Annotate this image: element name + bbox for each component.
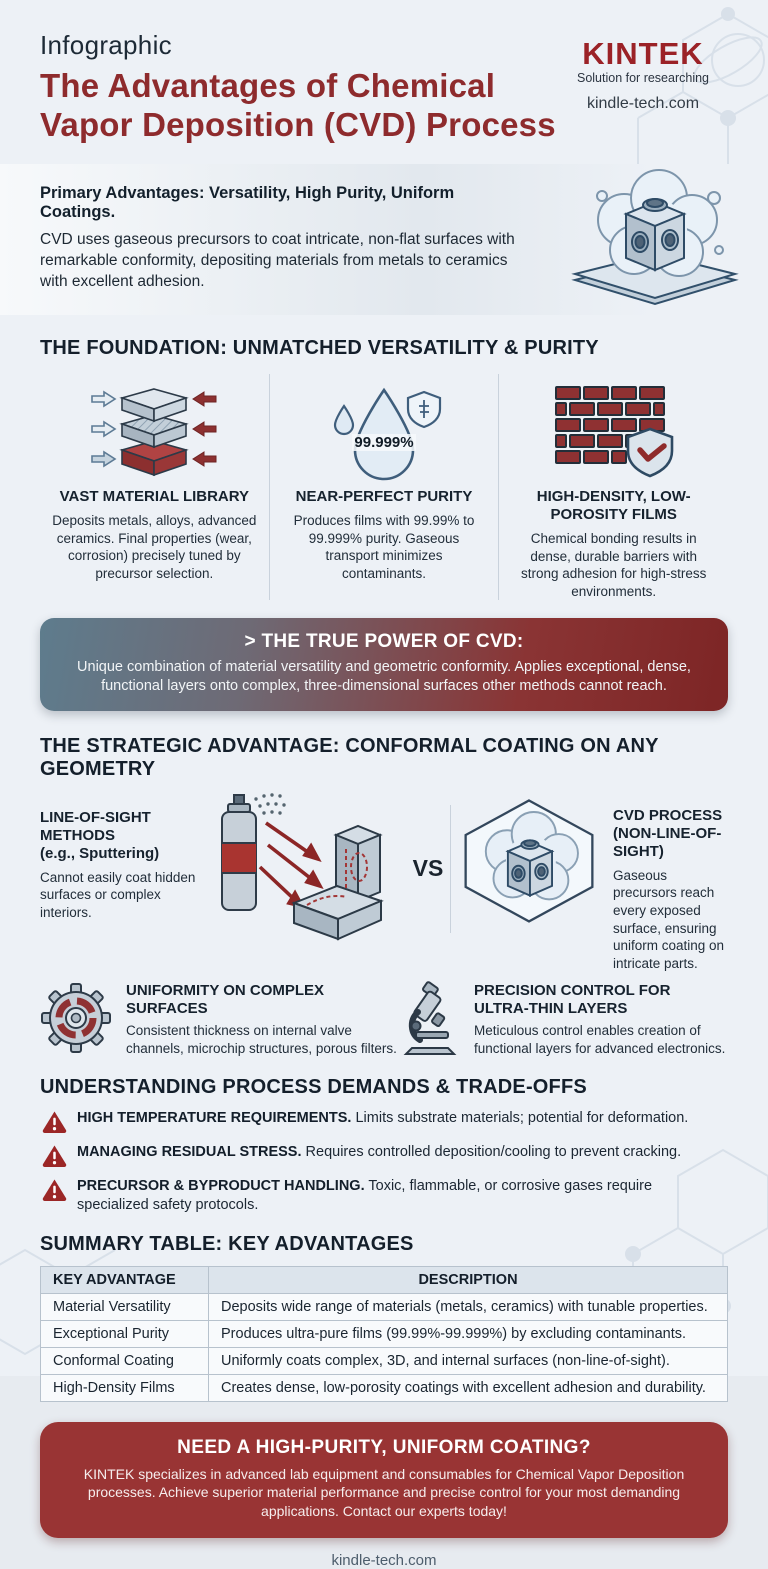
table-header-row: [41, 1266, 728, 1293]
page-title: The Advantages of Chemical Vapor Deposition (CVD) Process: [40, 67, 556, 143]
intro-body: CVD uses gaseous precursors to coat intricate, non-flat surfaces with remarkable conformity, depositing materials from metals to ceramics with excellent adhesion.: [40, 231, 515, 291]
cvd-hexagon-illustration: [451, 793, 601, 927]
table-row: Material Versatility Deposits wide range of materials (metals, ceramics) with tunable properties.: [41, 1293, 728, 1320]
warning-icon: [42, 1144, 67, 1167]
tradeoff-item-stress: MANAGING RESIDUAL STRESS. Requires controlled deposition/cooling to prevent cracking.: [40, 1143, 728, 1167]
eyebrow-label: Infographic: [40, 30, 172, 60]
header-titles: [40, 30, 556, 144]
feature-precision: PRECISION CONTROL FOR ULTRA-THIN LAYERS Meticulous control enables creation of functional layers for advanced electronics.: [400, 982, 728, 1058]
column-header-advantage: KEY ADVANTAGE: [41, 1266, 209, 1293]
header: [40, 30, 728, 144]
purity-value: 99.999%: [354, 433, 414, 451]
intro-section: [0, 164, 768, 315]
warning-icon: [42, 1178, 67, 1201]
foundation-item-materials: VAST MATERIAL LIBRARY Deposits metals, alloys, advanced ceramics. Final properties (wear, corrosion) precisely tuned by precursor selection.: [40, 374, 269, 600]
tradeoff-item-temperature: HIGH TEMPERATURE REQUIREMENTS. Limits substrate materials; potential for deformation.: [40, 1109, 728, 1133]
feature-uniformity: UNIFORMITY ON COMPLEX SURFACES Consistent thickness on internal valve channels, microchip structures, porous filters.: [40, 982, 400, 1058]
brand-logo: [558, 30, 728, 113]
summary-table: [40, 1266, 728, 1402]
summary-table-heading: SUMMARY TABLE: KEY ADVANTAGES: [40, 1232, 414, 1255]
line-of-sight-text: LINE-OF-SIGHT METHODS (e.g., Sputtering) Cannot easily coat hidden surfaces or complex interiors.: [40, 808, 196, 920]
logo-wordmark: KINTEK: [582, 36, 704, 71]
intro-heading: Primary Advantages: Versatility, High Purity, Uniform Coatings.: [40, 184, 455, 222]
cvd-process-text: CVD PROCESS (NON-LINE-OF-SIGHT) Gaseous precursors reach every exposed surface, ensuring uniform coating on intricate parts.: [613, 806, 725, 971]
spray-can-illustration: [208, 793, 406, 945]
vs-label: VS: [412, 854, 444, 881]
features-row: [40, 982, 728, 1058]
tradeoffs-heading: UNDERSTANDING PROCESS DEMANDS & TRADE-OFFS: [40, 1076, 587, 1099]
comparison-row: [40, 793, 728, 972]
strategic-heading: THE STRATEGIC ADVANTAGE: CONFORMAL COATING ON ANY GEOMETRY: [40, 734, 659, 780]
cta-title: NEED A HIGH-PURITY, UNIFORM COATING?: [177, 1436, 591, 1458]
foundation-item-purity: 99.999% NEAR-PERFECT PURITY Produces films with 99.99% to 99.999% purity. Gaseous transport minimizes contaminants.: [269, 374, 499, 600]
column-header-description: DESCRIPTION: [209, 1266, 728, 1293]
tradeoffs-list: [40, 1109, 728, 1215]
foundation-item-density: HIGH-DENSITY, LOW-POROSITY FILMS Chemical bonding results in dense, durable barriers with strong adhesion for high-stress environments.: [498, 374, 728, 600]
microscope-icon: [400, 982, 460, 1058]
banner-title: > THE TRUE POWER OF CVD:: [244, 631, 524, 653]
footer-website-link[interactable]: kindle-tech.com: [331, 1551, 437, 1569]
foundation-columns: [40, 374, 728, 600]
purity-droplet-icon: [324, 384, 444, 480]
tradeoff-item-handling: PRECURSOR & BYPRODUCT HANDLING. Toxic, flammable, or corrosive gases require specialized safety protocols.: [40, 1177, 728, 1215]
foundation-heading: THE FOUNDATION: UNMATCHED VERSATILITY & PURITY: [40, 336, 599, 359]
cta-banner: [40, 1422, 728, 1538]
banner-body: Unique combination of material versatility and geometric conformity. Applies exceptional, dense, functional layers onto complex, three-dimensional surfaces other methods cannot reach.: [77, 659, 691, 695]
true-power-banner: [40, 618, 728, 711]
logo-tagline: Solution for researching: [576, 71, 710, 85]
table-row: Conformal Coating Uniformly coats complex, 3D, and internal surfaces (non-line-of-sight).: [41, 1347, 728, 1374]
gear-icon: [40, 982, 112, 1054]
warning-icon: [42, 1110, 67, 1133]
cta-body: KINTEK specializes in advanced lab equipment and consumables for Chemical Vapor Deposition processes. Achieve superior material performance and precise control for your most demanding applications. Contact our experts today!: [83, 1465, 685, 1520]
logo-website-link[interactable]: kindle-tech.com: [586, 95, 700, 112]
brick-wall-shield-icon: [550, 383, 678, 481]
cvd-vapor-part-illustration: [564, 158, 746, 308]
table-row: High-Density Films Creates dense, low-porosity coatings with excellent adhesion and durability.: [41, 1374, 728, 1401]
material-stack-icon: [88, 385, 220, 479]
table-row: Exceptional Purity Produces ultra-pure films (99.99%-99.999%) by excluding contaminants.: [41, 1320, 728, 1347]
